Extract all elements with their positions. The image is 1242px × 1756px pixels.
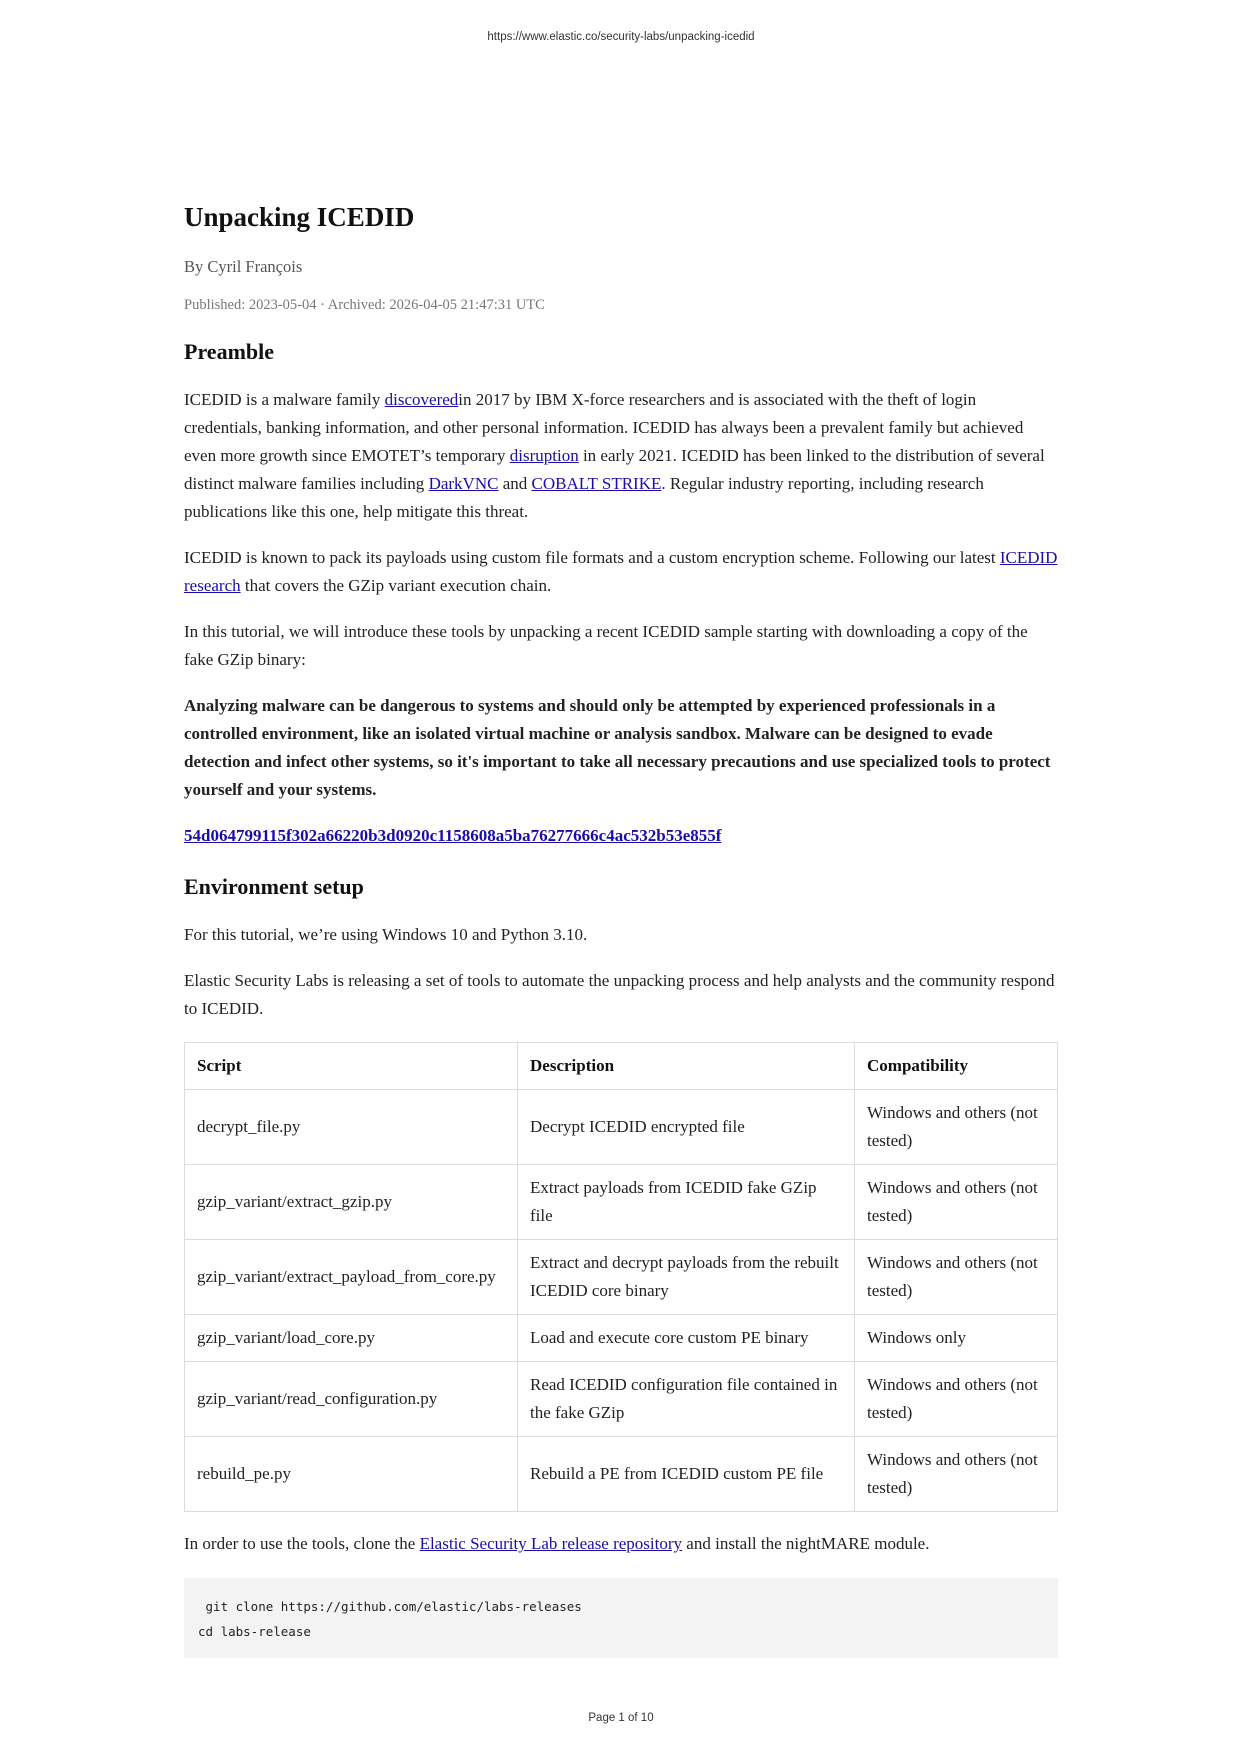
table-cell-compatibility: Windows and others (not tested) xyxy=(855,1437,1058,1512)
table-cell-compatibility: Windows only xyxy=(855,1315,1058,1362)
table-row xyxy=(185,1165,1058,1240)
darkvnc-link[interactable]: DarkVNC xyxy=(428,474,499,493)
release-repository-link[interactable]: Elastic Security Lab release repository xyxy=(419,1534,683,1553)
table-row xyxy=(185,1437,1058,1512)
code-line: git clone https://github.com/elastic/labs-releases xyxy=(198,1599,582,1614)
disruption-link[interactable]: disruption xyxy=(509,446,579,465)
table-cell-description: Load and execute core custom PE binary xyxy=(518,1315,855,1362)
table-cell-script: gzip_variant/extract_gzip.py xyxy=(185,1165,518,1240)
table-cell-compatibility: Windows and others (not tested) xyxy=(855,1240,1058,1315)
cobalt-strike-link[interactable]: COBALT STRIKE xyxy=(531,474,662,493)
table-cell-description: Decrypt ICEDID encrypted file xyxy=(518,1090,855,1165)
section-heading-preamble: Preamble xyxy=(184,339,275,364)
table-cell-script: gzip_variant/read_configuration.py xyxy=(185,1362,518,1437)
table-cell-description: Extract and decrypt payloads from the rebuilt ICEDID core binary xyxy=(518,1240,855,1315)
column-header-compatibility: Compatibility xyxy=(855,1043,1058,1090)
table-cell-description: Rebuild a PE from ICEDID custom PE file xyxy=(518,1437,855,1512)
malware-warning: Analyzing malware can be dangerous to systems and should only be attempted by experienced professionals in a controlled environment, like an isolated virtual machine or analysis sandbox. Malware can be designed to evade detection and infect other systems, so it's important to take all necessary precautions and use specialized tools to protect yourself and your systems. xyxy=(184,696,1051,799)
table-cell-script: rebuild_pe.py xyxy=(185,1437,518,1512)
environment-paragraph-2: Elastic Security Labs is releasing a set of tools to automate the unpacking process and help analysts and the community respond to ICEDID. xyxy=(184,971,1055,1018)
table-cell-compatibility: Windows and others (not tested) xyxy=(855,1090,1058,1165)
table-header-row xyxy=(185,1043,1058,1090)
table-cell-description: Read ICEDID configuration file contained in the fake GZip xyxy=(518,1362,855,1437)
section-heading-environment: Environment setup xyxy=(184,874,364,899)
table-row xyxy=(185,1362,1058,1437)
column-header-description: Description xyxy=(518,1043,855,1090)
publish-date: Published: 2023-05-04 · Archived: 2026-04-05 21:47:31 UTC xyxy=(184,297,545,313)
environment-paragraph-3: In order to use the tools, clone the Elastic Security Lab release repository and install the nightMARE module. xyxy=(184,1534,930,1553)
table-cell-script: gzip_variant/load_core.py xyxy=(185,1315,518,1362)
sample-hash xyxy=(184,822,1058,850)
table-row xyxy=(185,1315,1058,1362)
code-block xyxy=(184,1578,1058,1658)
column-header-script: Script xyxy=(185,1043,518,1090)
preamble-paragraph-1: ICEDID is a malware family discoveredin 2017 by IBM X-force researchers and is associated with the theft of login credentials, banking information, and other personal information. ICEDID has always been a prevalent family but achieved even more growth since EMOTET’s temporary disruption in early 2021. ICEDID has been linked to the distribution of several distinct malware families including DarkVNC and COBALT STRIKE. Regular industry reporting, including research publications like this one, help mitigate this threat. xyxy=(184,390,1045,521)
sample-hash-link[interactable]: 54d064799115f302a66220b3d0920c1158608a5ba76277666c4ac532b53e855f xyxy=(184,826,722,845)
discovered-link[interactable]: discovered xyxy=(384,390,459,409)
preamble-paragraph-3: In this tutorial, we will introduce these tools by unpacking a recent ICEDID sample starting with downloading a copy of the fake GZip binary: xyxy=(184,622,1028,669)
environment-paragraph-1: For this tutorial, we’re using Windows 10 and Python 3.10. xyxy=(184,925,588,944)
table-row xyxy=(185,1240,1058,1315)
table-cell-description: Extract payloads from ICEDID fake GZip file xyxy=(518,1165,855,1240)
table-cell-compatibility: Windows and others (not tested) xyxy=(855,1362,1058,1437)
table-cell-script: gzip_variant/extract_payload_from_core.py xyxy=(185,1240,518,1315)
page-number: Page 1 of 10 xyxy=(588,1712,654,1724)
table-row xyxy=(185,1090,1058,1165)
table-cell-compatibility: Windows and others (not tested) xyxy=(855,1165,1058,1240)
article-title: Unpacking ICEDID xyxy=(184,202,415,232)
table-cell-script: decrypt_file.py xyxy=(185,1090,518,1165)
preamble-paragraph-2: ICEDID is known to pack its payloads using custom file formats and a custom encryption scheme. Following our latest ICEDID research that covers the GZip variant execution chain. xyxy=(184,548,1058,595)
article xyxy=(184,196,1058,1658)
code-line: cd labs-release xyxy=(198,1624,311,1639)
tools-table xyxy=(184,1042,1058,1512)
icedid-research-link[interactable]: ICEDID research xyxy=(184,548,1058,595)
page-url-header: https://www.elastic.co/security-labs/unpacking-icedid xyxy=(487,31,755,43)
article-author: By Cyril François xyxy=(184,257,303,276)
